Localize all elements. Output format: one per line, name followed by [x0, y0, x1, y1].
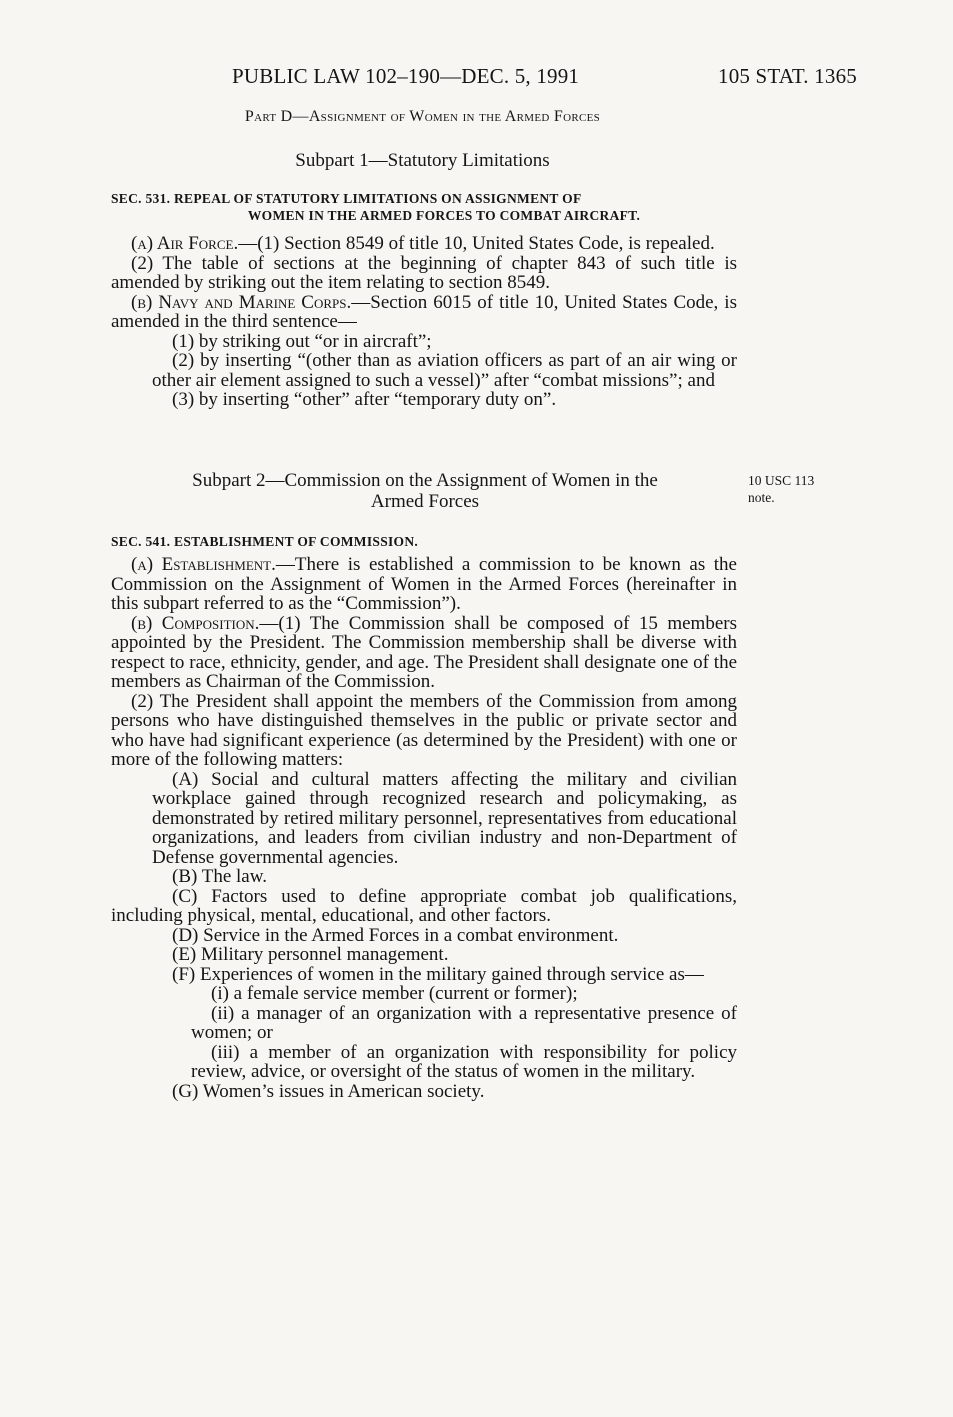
sec-531-heading	[111, 190, 737, 224]
sec-531-a	[111, 234, 737, 254]
sec-531-b-label: (b) Navy and Marine Corps.	[131, 291, 352, 313]
sec-531-b3: (3) by inserting “other” after “temporary duty on”.	[172, 389, 557, 410]
sec-541-b2: (2) The President shall appoint the members of the Commission from among persons who have distinguished themselves in the public or private sector and who have had significant experience (as determined by the President) with one or more of the following matters:	[111, 690, 737, 770]
sec-541-E: (E) Military personnel management.	[172, 944, 449, 965]
sec-541-a	[111, 555, 737, 614]
sec-541-a-label: (a) Establishment.	[131, 554, 276, 575]
subpart-1-title: Subpart 1—Statutory Limitations	[295, 150, 550, 171]
subpart-2-title	[140, 470, 710, 512]
sec-531-b	[111, 293, 737, 332]
sec-531-heading-line1: SEC. 531. REPEAL OF STATUTORY LIMITATIONS ON ASSIGNMENT OF	[111, 191, 582, 206]
part-title: Part D—Assignment of Women in the Armed Forces	[244, 108, 601, 125]
margin-note-line2: note.	[748, 490, 775, 505]
sec-531-a-label: (a) Air Force.	[131, 233, 239, 254]
sec-531-b1: (1) by striking out “or in aircraft”;	[172, 330, 432, 352]
sec-531-a-text: —(1) Section 8549 of title 10, United States Code, is repealed.	[238, 233, 715, 254]
subpart-2-title-line2: Armed Forces	[370, 491, 480, 512]
sec-541-b	[111, 614, 737, 692]
sec-531-body	[111, 234, 737, 410]
sec-541-A: (A) Social and cultural matters affecting the military and civilian workplace gained through recognized research and policymaking, as demonstrated by retired military personnel, representatives from educational organizations, and leaders from civilian industry and non-Department of Defense governmental agencies.	[152, 768, 737, 868]
running-header-title: PUBLIC LAW 102–190—DEC. 5, 1991	[232, 64, 580, 88]
margin-note-line1: 10 USC 113	[748, 473, 815, 488]
sec-531-b2: (2) by inserting “(other than as aviation officers as part of an air wing or other air element assigned to such a vessel)” after “combat missions”; and	[152, 350, 737, 391]
sec-541-C: (C) Factors used to define appropriate combat job qualifications, including physical, mental, educational, and other factors.	[111, 885, 737, 926]
sec-531-heading-line2: WOMEN IN THE ARMED FORCES TO COMBAT AIRCRAFT.	[247, 208, 641, 223]
sec-541-F: (F) Experiences of women in the military gained through service as—	[172, 963, 704, 985]
sec-541-F-i: (i) a female service member (current or former);	[211, 983, 578, 1004]
sec-541-B: (B) The law.	[172, 866, 267, 887]
sec-541-b-label: (b) Composition.	[131, 612, 260, 634]
sec-541-body	[111, 555, 737, 1101]
subpart-2-title-line1: Subpart 2—Commission on the Assignment of Women in the	[192, 470, 658, 491]
sec-541-F-ii: (ii) a manager of an organization with a representative presence of women; or	[191, 1002, 737, 1043]
sec-541-b-text: —(1) The Commission shall be composed of 15 members appointed by the President. The Commission membership shall be diverse with respect to race, ethnicity, gender, and age. The President shall designate one of the members as Chairman of the Commission.	[111, 612, 737, 692]
sec-541-F-iii: (iii) a member of an organization with responsibility for policy review, advice, or oversight of the status of women in the military.	[191, 1041, 737, 1082]
sec-531-a2: (2) The table of sections at the beginning of chapter 843 of such title is amended by striking out the item relating to section 8549.	[111, 252, 737, 293]
sec-541-D: (D) Service in the Armed Forces in a combat environment.	[172, 924, 619, 946]
sec-541-a-text: —There is established a commission to be known as the Commission on the Assignment of Women in the Armed Forces (hereinafter in this subpart referred to as the “Commission”).	[111, 554, 737, 614]
sec-541-G: (G) Women’s issues in American society.	[172, 1080, 485, 1102]
running-header-stat: 105 STAT. 1365	[718, 64, 857, 88]
sec-541-heading: SEC. 541. ESTABLISHMENT OF COMMISSION.	[111, 534, 419, 549]
margin-note	[748, 472, 814, 506]
sec-531-b-text: —Section 6015 of title 10, United States Code, is amended in the third sentence—	[111, 291, 737, 332]
